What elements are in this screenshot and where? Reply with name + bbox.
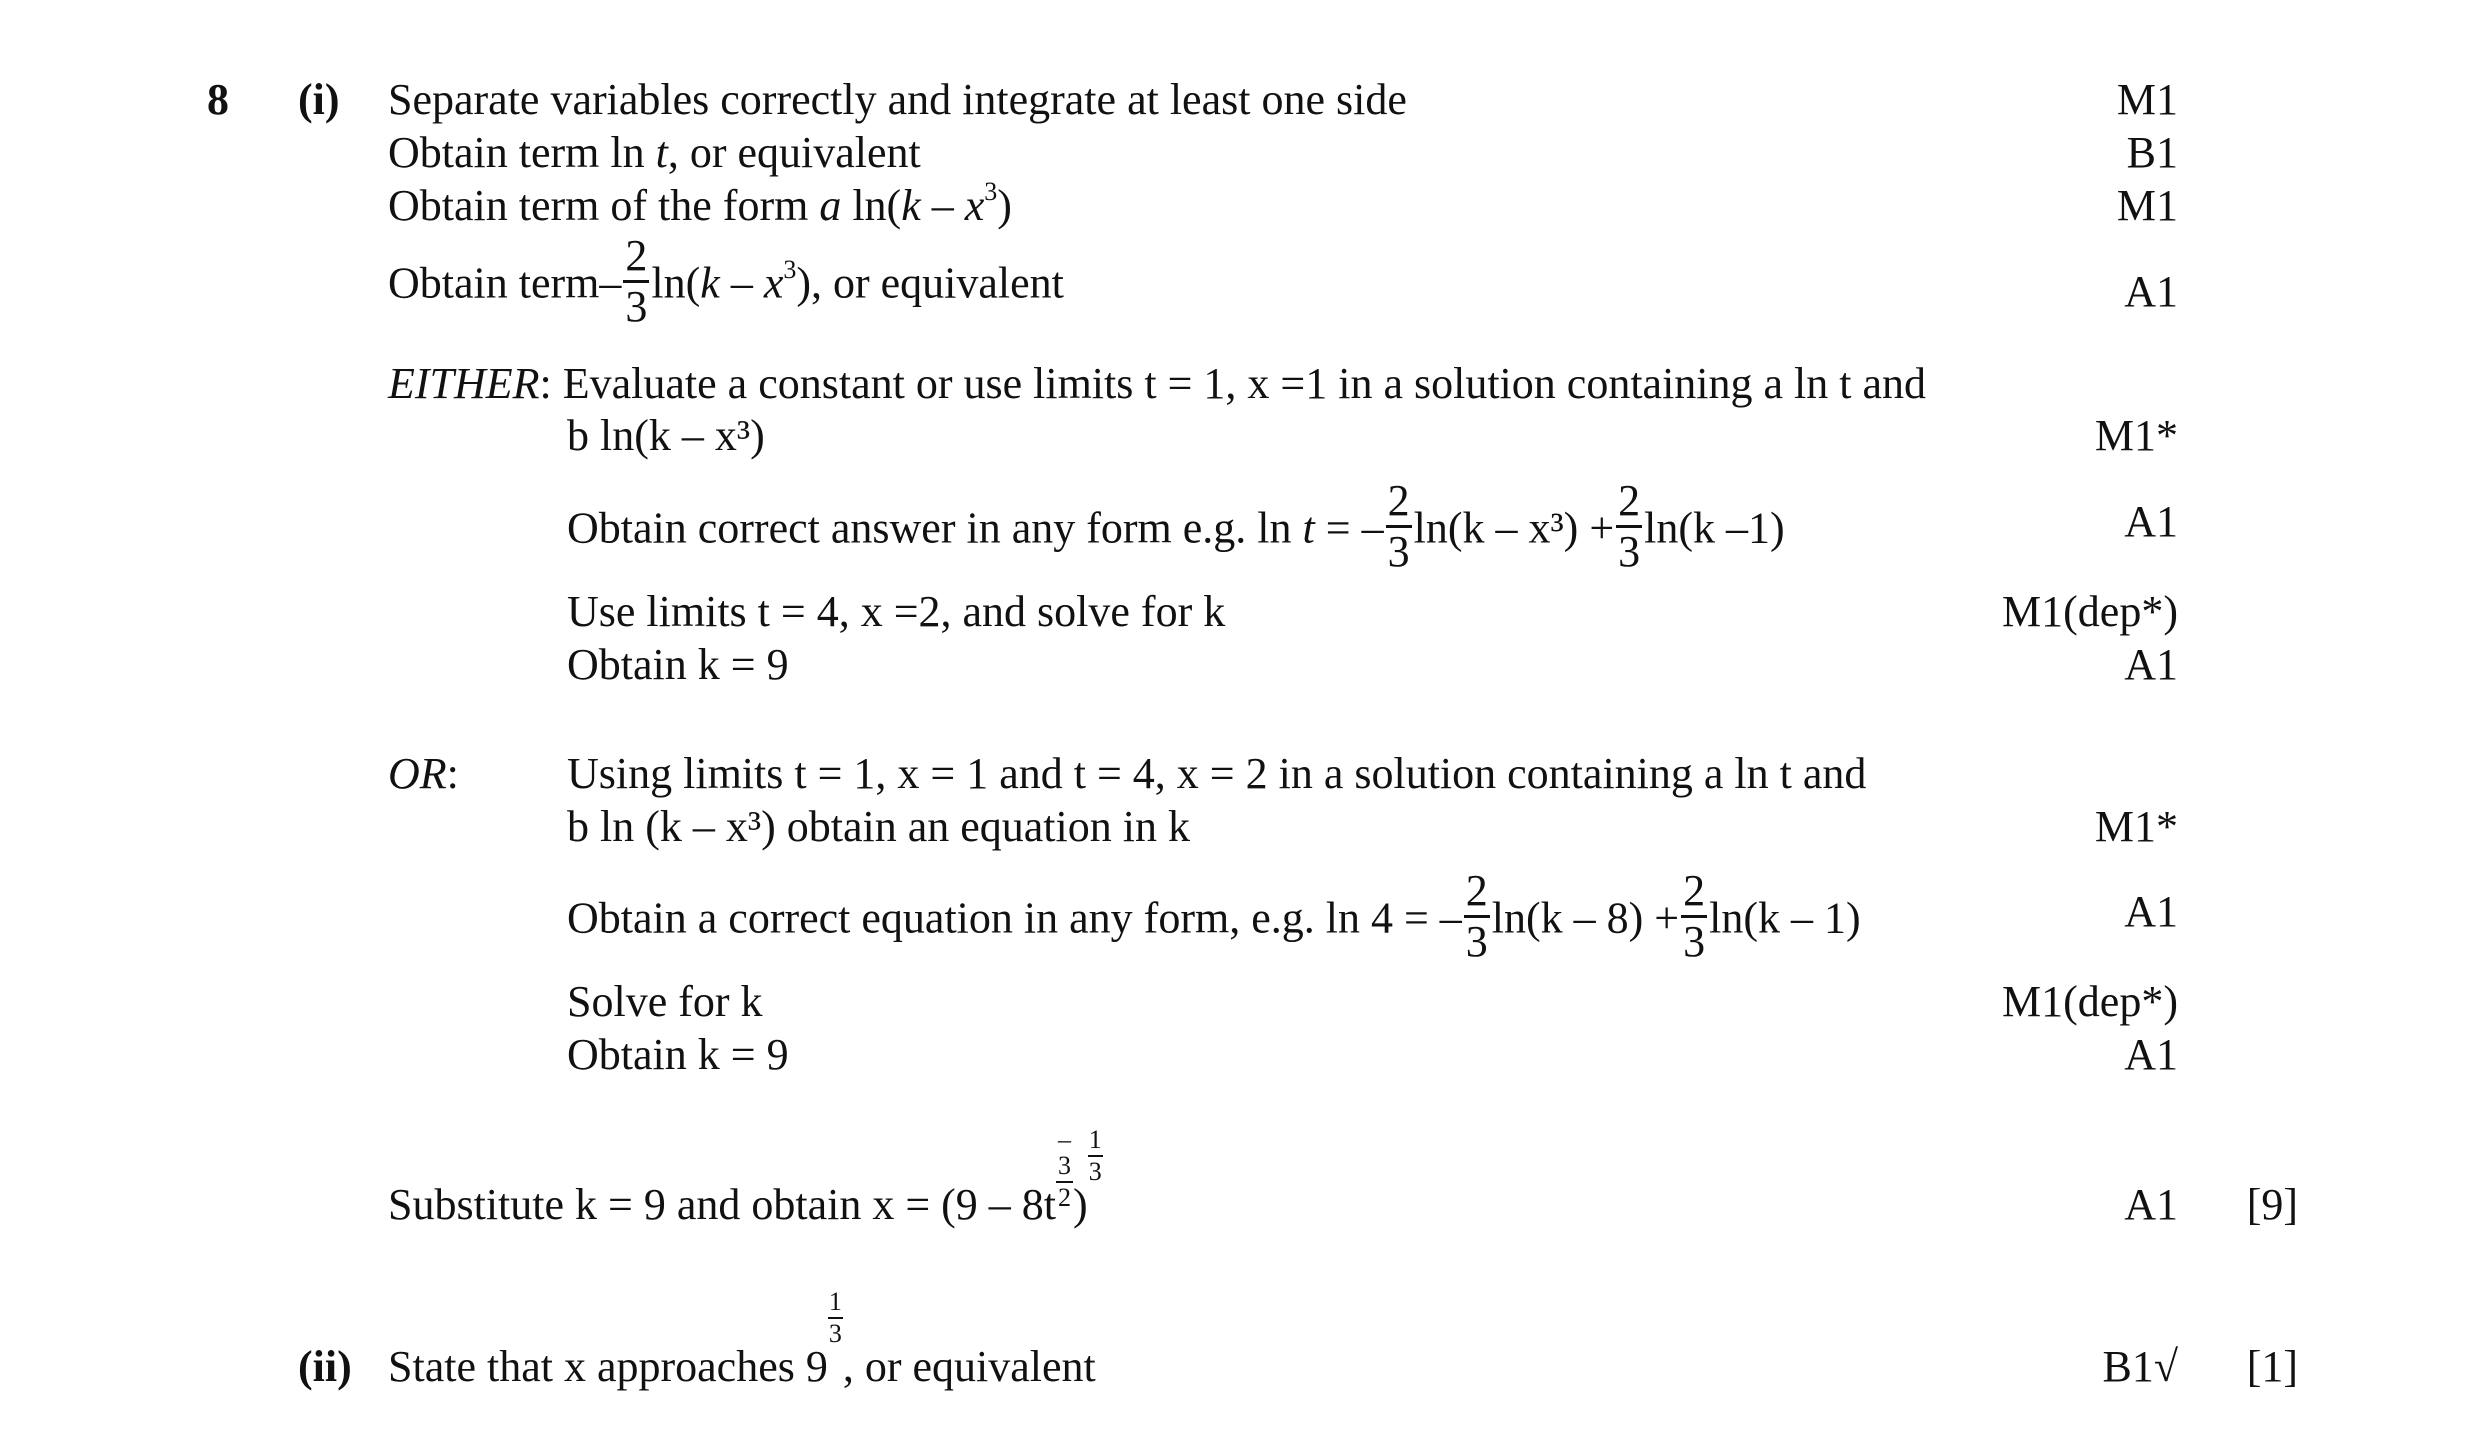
- mark-6: A1: [2124, 497, 2178, 546]
- either-limits: Use limits t = 4, x =2, and solve for k: [567, 587, 1226, 636]
- or-line-1: Using limits t = 1, x = 1 and t = 4, x = 2 in a solution containing a ln t and: [567, 749, 1867, 798]
- mark-8: A1: [2124, 640, 2178, 689]
- mark-5: M1*: [2094, 411, 2178, 460]
- part-ii-line: State that x approaches 9 $\frac{1}{3}$ , or equivalent: [388, 1287, 1096, 1391]
- mark-7: M1(dep*): [2002, 587, 2178, 636]
- or-label: OR:: [388, 749, 459, 798]
- exponent-one-third: $\frac{1}{3}$: [1088, 1125, 1102, 1186]
- mark-11: M1(dep*): [2002, 977, 2178, 1026]
- mark-10: A1: [2124, 887, 2178, 936]
- substitute-line: Substitute k = 9 and obtain x = (9 – 8t – 3 2 ) $\frac{1}{3}$: [388, 1125, 1102, 1229]
- scheme-line-2: Obtain term ln t, or equivalent: [388, 128, 921, 177]
- part-i-label: (i): [298, 75, 340, 124]
- mark-14: B1√: [2102, 1342, 2178, 1391]
- mark-12: A1: [2124, 1030, 2178, 1079]
- or-line-2: b ln (k – x³) obtain an equation in k: [567, 802, 1190, 851]
- either-obtain-k: Obtain k = 9: [567, 640, 789, 689]
- mark-2: B1: [2126, 128, 2178, 177]
- either-line-2: b ln(k – x³): [567, 411, 765, 460]
- mark-13: A1: [2124, 1180, 2178, 1229]
- or-obtain-k: Obtain k = 9: [567, 1030, 789, 1079]
- exponent-minus-three-halves: – 3 2: [1058, 1125, 1072, 1212]
- scheme-line-3: Obtain term of the form a $\ln(k - x^3)$: [388, 177, 1012, 230]
- exponent-one-third: $\frac{1}{3}$: [828, 1287, 842, 1348]
- part-ii-label: (ii): [298, 1342, 352, 1391]
- question-number: 8: [207, 75, 229, 124]
- scheme-line-4: Obtain term– $\frac{2}{3}$ $\ln(k - x^3)$, or equivalent: [388, 231, 1064, 331]
- either-answer: Obtain correct answer in any form e.g. ln t = – $\frac{2}{3}$ ln(k – x³) + $\frac{2}{3}$ ln(k –1): [567, 476, 1785, 576]
- scheme-line-1: Separate variables correctly and integrate at least one side: [388, 75, 1407, 124]
- or-equation: Obtain a correct equation in any form, e.g. ln 4 = – $\frac{2}{3}$ ln(k – 8) + $\frac{2}{3}$ ln(k – 1): [567, 866, 1861, 966]
- mark-4: A1: [2124, 267, 2178, 316]
- mark-9: M1*: [2094, 802, 2178, 851]
- mark-1: M1: [2116, 75, 2178, 124]
- fraction-two-thirds: $\frac{2}{3}$: [625, 231, 648, 331]
- or-solve: Solve for k: [567, 977, 763, 1026]
- total-part-i: [9]: [2246, 1180, 2298, 1229]
- total-part-ii: [1]: [2246, 1342, 2298, 1391]
- mark-3: M1: [2116, 181, 2178, 230]
- either-line-1: EITHER: Evaluate a constant or use limits t = 1, x =1 in a solution containing a ln t and: [388, 359, 1927, 408]
